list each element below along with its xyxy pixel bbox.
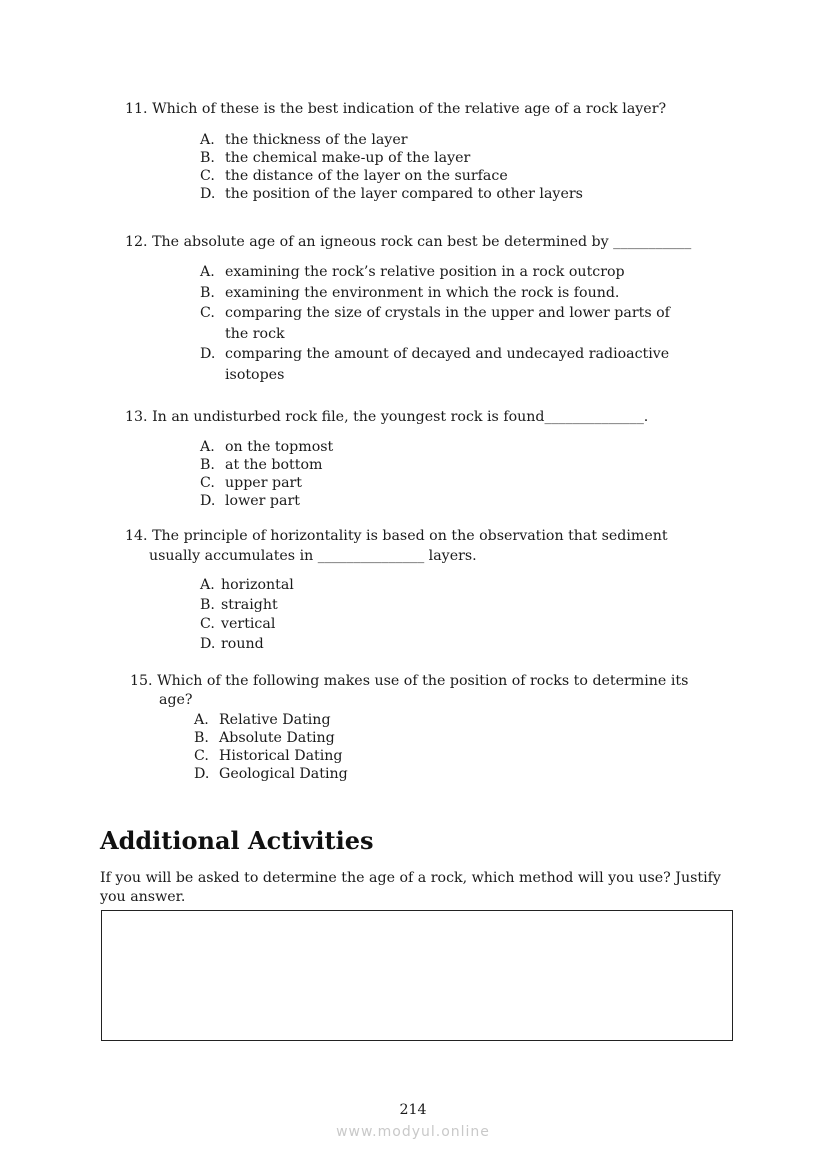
option-d[interactable]: D. Geological Dating: [194, 766, 348, 782]
section-heading: Additional Activities: [100, 826, 374, 855]
option-a[interactable]: A. the thickness of the layer: [200, 132, 408, 148]
answer-box[interactable]: [101, 910, 733, 1041]
option-d[interactable]: D. the position of the layer compared to other layers: [200, 186, 583, 202]
question-12-options: [200, 262, 670, 385]
question-15-stem: [130, 672, 688, 710]
option-a[interactable]: A. Relative Dating: [194, 712, 331, 728]
option-c[interactable]: C. Historical Dating: [194, 748, 343, 764]
option-d[interactable]: D. lower part: [200, 493, 300, 509]
option-c[interactable]: C. vertical: [200, 616, 276, 632]
watermark: www.modyul.online: [336, 1124, 490, 1140]
question-13-options: [200, 438, 333, 510]
question-12-stem: [125, 232, 691, 252]
question-text: 15. Which of the following makes use of the position of rocks to determine its: [130, 673, 689, 689]
option-b[interactable]: B. Absolute Dating: [194, 730, 335, 746]
question-15-options: [194, 711, 348, 783]
option-d[interactable]: D. round: [200, 635, 264, 652]
option-a[interactable]: A. on the topmost: [200, 439, 334, 455]
option-b[interactable]: B. at the bottom: [200, 457, 323, 473]
question-13-stem: [125, 407, 648, 427]
option-d[interactable]: D. comparing the amount of decayed and undecayed radioactive isotopes: [200, 346, 670, 383]
question-14-stem: [125, 526, 668, 566]
page-number: 214: [399, 1102, 427, 1118]
question-text: 11. Which of these is the best indication of the relative age of a rock layer?: [125, 101, 667, 117]
option-b[interactable]: B. the chemical make-up of the layer: [200, 150, 471, 166]
question-11-options: [200, 131, 583, 203]
option-a[interactable]: A. examining the rock’s relative position in a rock outcrop: [200, 264, 625, 280]
question-text-continued: age?: [159, 692, 193, 708]
activity-prompt: If you will be asked to determine the age of a rock, which method will you use? Justify you answer.: [100, 870, 721, 905]
option-c[interactable]: C. upper part: [200, 475, 303, 491]
option-a[interactable]: A. horizontal: [200, 577, 294, 593]
option-c[interactable]: C. comparing the size of crystals in the upper and lower parts of the rock: [200, 305, 670, 342]
option-b[interactable]: B. straight: [200, 596, 278, 613]
option-b[interactable]: B. examining the environment in which the rock is found.: [200, 284, 620, 301]
question-text: 14. The principle of horizontality is based on the observation that sediment: [125, 528, 668, 544]
question-14-options: [200, 576, 294, 654]
question-text-continued: usually accumulates in _______________ layers.: [149, 548, 477, 564]
question-11-stem: [125, 99, 666, 119]
question-text: 12. The absolute age of an igneous rock can best be determined by ___________: [125, 234, 692, 250]
question-text: 13. In an undisturbed rock file, the youngest rock is found______________.: [125, 409, 649, 425]
option-c[interactable]: C. the distance of the layer on the surface: [200, 168, 508, 184]
